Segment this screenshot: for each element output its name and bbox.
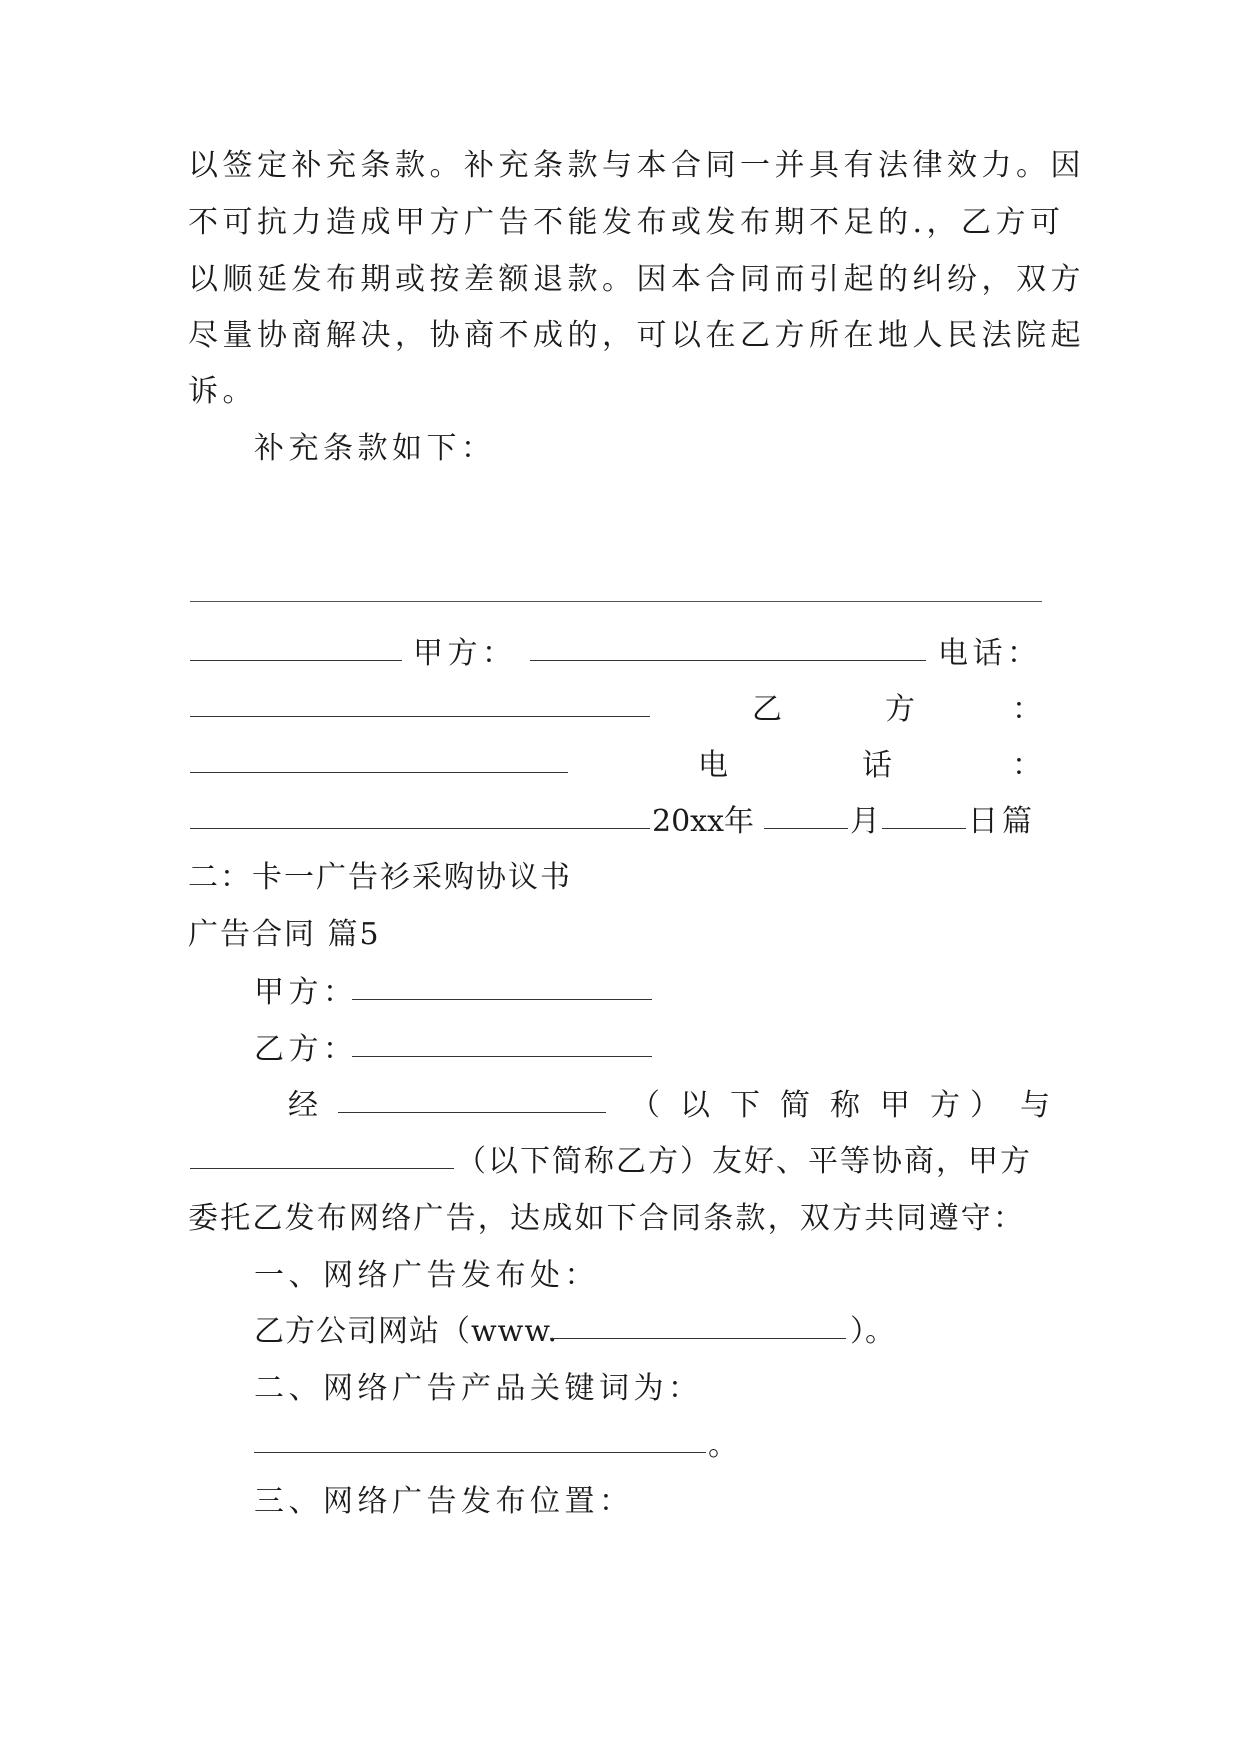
blank-underline <box>530 658 926 661</box>
paragraph-line: 尽量协商解决，协商不成的，可以在乙方所在地人民法院起 <box>188 318 1085 353</box>
blank-underline <box>352 1054 652 1057</box>
party-a-label: 甲方： <box>413 636 517 671</box>
intro-char: 与 <box>1020 1088 1050 1123</box>
paragraph-line: 以顺延发布期或按差额退款。因本合同而引起的纠纷，双方 <box>188 262 1085 297</box>
item-1-value-row <box>254 1312 1054 1352</box>
blank-underline <box>550 1336 846 1339</box>
intro-char: （ <box>630 1088 660 1123</box>
item-1: 一、网络广告发布处： <box>254 1258 599 1293</box>
party-b-char: 乙 <box>752 692 782 727</box>
blank-underline <box>190 714 650 717</box>
blank-fill-line <box>190 601 1042 602</box>
next-title-line: 二：卡一广告衫采购协议书 <box>188 860 572 895</box>
paragraph-line: 不可抗力造成甲方广告不能发布或发布期不足的.，乙方可 <box>188 205 1065 240</box>
blank-underline <box>190 826 650 829</box>
intro-line-2-text: （以下简称乙方）友好、平等协商，甲方 <box>456 1144 1032 1179</box>
year-label: 20xx年 <box>652 804 755 839</box>
section-title: 广告合同 篇5 <box>188 917 381 952</box>
item-2: 二、网络广告产品关键词为： <box>254 1371 703 1406</box>
contract-party-b-row <box>254 1030 754 1070</box>
sign-row-party-a <box>190 634 1054 674</box>
intro-line-3: 委托乙发布网络广告，达成如下合同条款，双方共同遵守： <box>188 1201 1026 1236</box>
blank-underline <box>764 826 848 829</box>
blank-underline <box>338 1110 606 1113</box>
phone-char: ： <box>1012 748 1042 783</box>
intro-line-1 <box>190 1086 1054 1126</box>
phone-char: 电 <box>698 748 728 783</box>
blank-underline <box>190 1166 454 1169</box>
intro-char: 以 <box>680 1088 710 1123</box>
supplement-label: 补充条款如下： <box>254 431 496 466</box>
blank-underline <box>352 997 652 1000</box>
contract-party-a-row <box>254 973 754 1013</box>
blank-underline <box>254 1450 706 1453</box>
day-label: 日篇 <box>968 804 1036 839</box>
sign-row-phone <box>190 746 1054 786</box>
blank-underline <box>190 658 402 661</box>
item-3: 三、网络广告发布位置： <box>254 1484 634 1519</box>
intro-char: 方 <box>930 1088 960 1123</box>
item-2-value-row <box>254 1426 1054 1466</box>
paragraph-line: 以签定补充条款。补充条款与本合同一并具有法律效力。因 <box>188 148 1085 183</box>
intro-char: 简 <box>780 1088 810 1123</box>
item-2-suffix: 。 <box>708 1428 738 1463</box>
intro-line-2 <box>190 1142 1054 1182</box>
phone-char: 话 <box>862 748 892 783</box>
contract-party-a-label: 甲方： <box>254 975 358 1010</box>
phone-label: 电话： <box>938 636 1042 671</box>
party-b-char: ： <box>1012 692 1042 727</box>
paragraph-line: 诉。 <box>188 374 257 409</box>
intro-char: ） <box>970 1088 1000 1123</box>
month-label: 月 <box>850 804 880 839</box>
contract-party-b-label: 乙方： <box>254 1032 358 1067</box>
intro-char: 下 <box>730 1088 760 1123</box>
party-b-char: 方 <box>885 692 915 727</box>
intro-char: 称 <box>830 1088 860 1123</box>
intro-start: 经 <box>288 1088 318 1123</box>
sign-row-date <box>190 802 1054 842</box>
blank-underline <box>882 826 966 829</box>
intro-char: 甲 <box>880 1088 910 1123</box>
blank-underline <box>190 770 568 773</box>
item-1-value-prefix: 乙方公司网站（www. <box>254 1314 559 1349</box>
item-1-value-suffix: ）。 <box>850 1314 895 1349</box>
sign-row-party-b <box>190 690 1054 730</box>
